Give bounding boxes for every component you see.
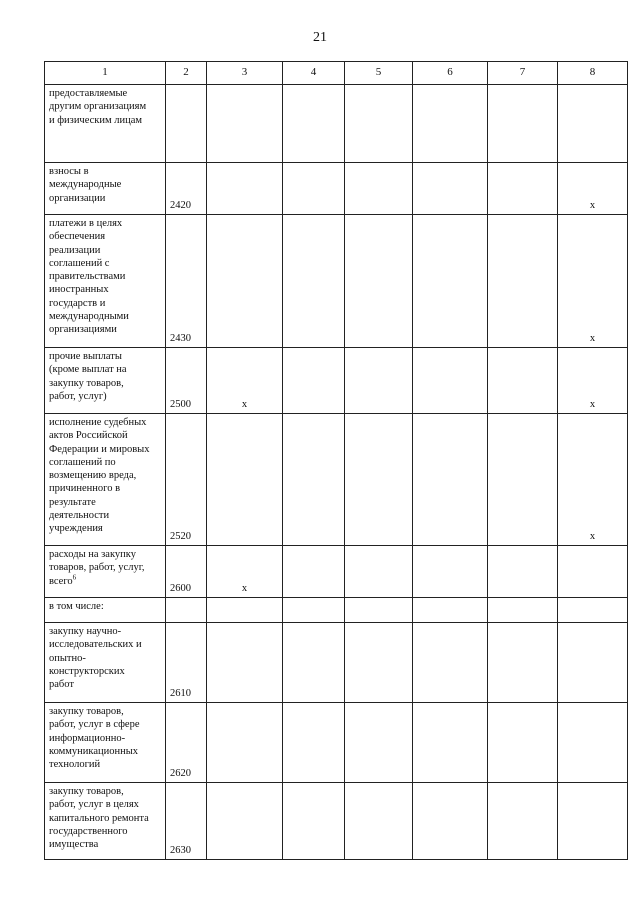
value-cell-col-5 bbox=[345, 348, 413, 414]
value-cell-col-5 bbox=[345, 703, 413, 783]
value-cell-col-3 bbox=[207, 163, 283, 215]
table-row bbox=[45, 623, 628, 703]
row-description bbox=[45, 546, 166, 598]
row-code: 2500 bbox=[166, 348, 207, 414]
column-header: 3 bbox=[207, 62, 283, 85]
row-description-text: взносы в международные организации bbox=[49, 166, 122, 204]
row-code: 2520 bbox=[166, 414, 207, 546]
row-code: 2630 bbox=[166, 783, 207, 860]
value-cell-col-6 bbox=[413, 85, 488, 163]
value-cell-col-3 bbox=[207, 215, 283, 348]
value-cell-col-8: x bbox=[558, 348, 628, 414]
table-row bbox=[45, 703, 628, 783]
value-cell-col-7 bbox=[488, 348, 558, 414]
value-cell-col-3 bbox=[207, 623, 283, 703]
value-cell-col-5 bbox=[345, 215, 413, 348]
row-description bbox=[45, 163, 166, 215]
value-cell-col-7 bbox=[488, 215, 558, 348]
value-cell-col-8 bbox=[558, 546, 628, 598]
table-row bbox=[45, 414, 628, 546]
value-cell-col-6 bbox=[413, 163, 488, 215]
value-cell-col-5 bbox=[345, 546, 413, 598]
row-description-text: закупку товаров, работ, услуг в целях капитального ремонта государственного имущества bbox=[49, 786, 149, 851]
row-code: 2610 bbox=[166, 623, 207, 703]
column-header: 2 bbox=[166, 62, 207, 85]
row-code bbox=[166, 85, 207, 163]
footnote-marker: 6 bbox=[72, 573, 77, 582]
column-header: 8 bbox=[558, 62, 628, 85]
value-cell-col-3 bbox=[207, 414, 283, 546]
row-description bbox=[45, 85, 166, 163]
row-description bbox=[45, 215, 166, 348]
value-cell-col-7 bbox=[488, 703, 558, 783]
row-description-text: платежи в целях обеспечения реализации соглашений с правительствами иностранных государств и международными организациями bbox=[49, 218, 129, 336]
value-cell-col-6 bbox=[413, 414, 488, 546]
report-table bbox=[44, 61, 628, 860]
row-description bbox=[45, 348, 166, 414]
column-header: 4 bbox=[283, 62, 345, 85]
value-cell-col-6 bbox=[413, 546, 488, 598]
value-cell-col-4 bbox=[283, 703, 345, 783]
header-row bbox=[45, 62, 628, 85]
table-row bbox=[45, 348, 628, 414]
row-description-text: прочие выплаты (кроме выплат на закупку товаров, работ, услуг) bbox=[49, 351, 127, 402]
value-cell-col-4 bbox=[283, 546, 345, 598]
row-description bbox=[45, 598, 166, 623]
value-cell-col-5 bbox=[345, 783, 413, 860]
value-cell-col-8 bbox=[558, 783, 628, 860]
row-description bbox=[45, 783, 166, 860]
column-header: 7 bbox=[488, 62, 558, 85]
value-cell-col-6 bbox=[413, 348, 488, 414]
row-description-text: закупку товаров, работ, услуг в сфере информационно- коммуникационных технологий bbox=[49, 706, 140, 771]
value-cell-col-6 bbox=[413, 783, 488, 860]
value-cell-col-7 bbox=[488, 546, 558, 598]
row-code: 2430 bbox=[166, 215, 207, 348]
row-description-text: в том числе: bbox=[49, 601, 104, 612]
value-cell-col-4 bbox=[283, 598, 345, 623]
value-cell-col-5 bbox=[345, 598, 413, 623]
value-cell-col-3 bbox=[207, 598, 283, 623]
value-cell-col-7 bbox=[488, 623, 558, 703]
value-cell-col-7 bbox=[488, 598, 558, 623]
row-description-text: предоставляемые другим организациям и физическим лицам bbox=[49, 88, 147, 126]
row-description bbox=[45, 623, 166, 703]
table-row bbox=[45, 215, 628, 348]
value-cell-col-3 bbox=[207, 703, 283, 783]
row-description bbox=[45, 414, 166, 546]
value-cell-col-8 bbox=[558, 85, 628, 163]
value-cell-col-7 bbox=[488, 414, 558, 546]
table-row bbox=[45, 783, 628, 860]
row-description-text: исполнение судебных актов Российской Федерации и мировых соглашений по возмещению вреда, причиненного в результате деятельности учреждения bbox=[49, 417, 150, 535]
row-description-text: закупку научно- исследовательских и опытно- конструкторских работ bbox=[49, 626, 142, 691]
row-code bbox=[166, 598, 207, 623]
value-cell-col-6 bbox=[413, 215, 488, 348]
value-cell-col-4 bbox=[283, 85, 345, 163]
row-description-text: расходы на закупку товаров, работ, услуг, всего$^6$ bbox=[49, 549, 145, 587]
value-cell-col-6 bbox=[413, 598, 488, 623]
value-cell-col-8: x bbox=[558, 163, 628, 215]
table-row bbox=[45, 598, 628, 623]
value-cell-col-7 bbox=[488, 163, 558, 215]
value-cell-col-5 bbox=[345, 623, 413, 703]
value-cell-col-8: x bbox=[558, 414, 628, 546]
value-cell-col-8 bbox=[558, 703, 628, 783]
value-cell-col-4 bbox=[283, 348, 345, 414]
value-cell-col-4 bbox=[283, 623, 345, 703]
row-code: 2620 bbox=[166, 703, 207, 783]
value-cell-col-4 bbox=[283, 783, 345, 860]
value-cell-col-5 bbox=[345, 85, 413, 163]
value-cell-col-3: x bbox=[207, 348, 283, 414]
value-cell-col-3 bbox=[207, 85, 283, 163]
value-cell-col-7 bbox=[488, 783, 558, 860]
column-header: 6 bbox=[413, 62, 488, 85]
value-cell-col-7 bbox=[488, 85, 558, 163]
column-header: 5 bbox=[345, 62, 413, 85]
value-cell-col-6 bbox=[413, 623, 488, 703]
value-cell-col-4 bbox=[283, 163, 345, 215]
value-cell-col-8: x bbox=[558, 215, 628, 348]
value-cell-col-5 bbox=[345, 163, 413, 215]
row-code: 2420 bbox=[166, 163, 207, 215]
value-cell-col-8 bbox=[558, 623, 628, 703]
value-cell-col-5 bbox=[345, 414, 413, 546]
column-header: 1 bbox=[45, 62, 166, 85]
row-code: 2600 bbox=[166, 546, 207, 598]
value-cell-col-6 bbox=[413, 703, 488, 783]
value-cell-col-4 bbox=[283, 215, 345, 348]
value-cell-col-3: x bbox=[207, 546, 283, 598]
table-row bbox=[45, 546, 628, 598]
value-cell-col-4 bbox=[283, 414, 345, 546]
value-cell-col-8 bbox=[558, 598, 628, 623]
row-description bbox=[45, 703, 166, 783]
table-row bbox=[45, 85, 628, 163]
page-number: 21 bbox=[313, 30, 327, 45]
value-cell-col-3 bbox=[207, 783, 283, 860]
table-row bbox=[45, 163, 628, 215]
